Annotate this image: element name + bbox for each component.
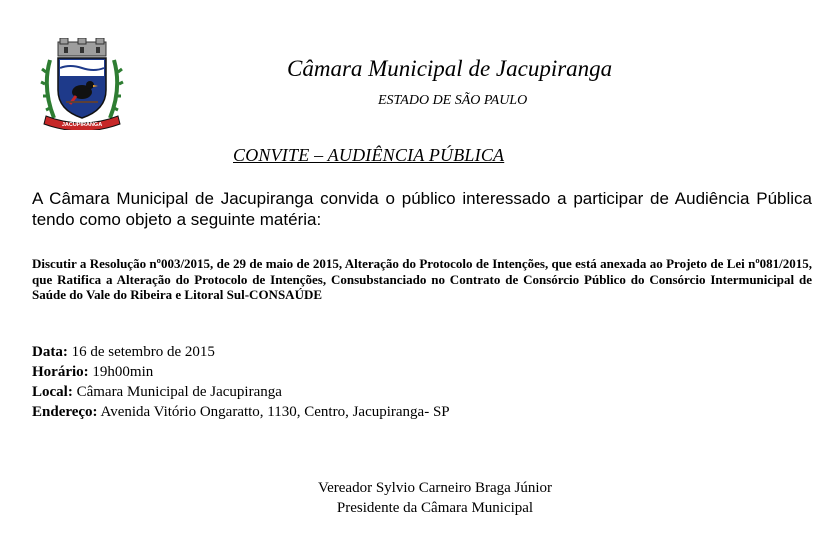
intro-paragraph: A Câmara Municipal de Jacupiranga convida o público interessado a participar de Audiência Pública tendo como objeto a seguinte matéria: (32, 189, 812, 229)
signatory-name: Vereador Sylvio Carneiro Braga Júnior (317, 480, 553, 496)
time-value: 19h00min (88, 364, 154, 380)
event-details (32, 342, 450, 422)
signature-block (0, 478, 830, 518)
signatory-role: Presidente da Câmara Municipal (336, 500, 534, 516)
time-line (32, 362, 450, 382)
document-heading: CONVITE – AUDIÊNCIA PÚBLICA (233, 145, 505, 165)
address-value: Avenida Vitório Ongaratto, 1130, Centro, Jacupiranga- SP (97, 404, 450, 420)
place-label: Local: (32, 384, 73, 400)
crest-ribbon-text: JACUPIRANGA (61, 122, 103, 128)
page-subtitle: ESTADO DE SÃO PAULO (378, 93, 528, 108)
place-value: Câmara Municipal de Jacupiranga (72, 384, 282, 400)
address-line (32, 402, 450, 422)
subject-paragraph: Discutir a Resolução nº003/2015, de 29 de maio de 2015, Alteração do Protocolo de Intenções, que está anexada ao Projeto de Lei nº081/2015, que Ratifica a Alteração do Protocolo de Intenções, Consubstanciado no Contrato de Consórcio Público do Consórcio Intermunicipal de Saúde do Vale do Ribeira e Litoral Sul-CONSAÚDE (32, 256, 812, 302)
place-line (32, 382, 450, 402)
address-label: Endereço: (32, 404, 98, 420)
page-title: Câmara Municipal de Jacupiranga (287, 56, 613, 81)
time-label: Horário: (32, 364, 89, 380)
date-line (32, 342, 450, 362)
coat-of-arms-logo (40, 38, 124, 130)
date-value: 16 de setembro de 2015 (67, 344, 215, 360)
date-label: Data: (32, 344, 68, 360)
